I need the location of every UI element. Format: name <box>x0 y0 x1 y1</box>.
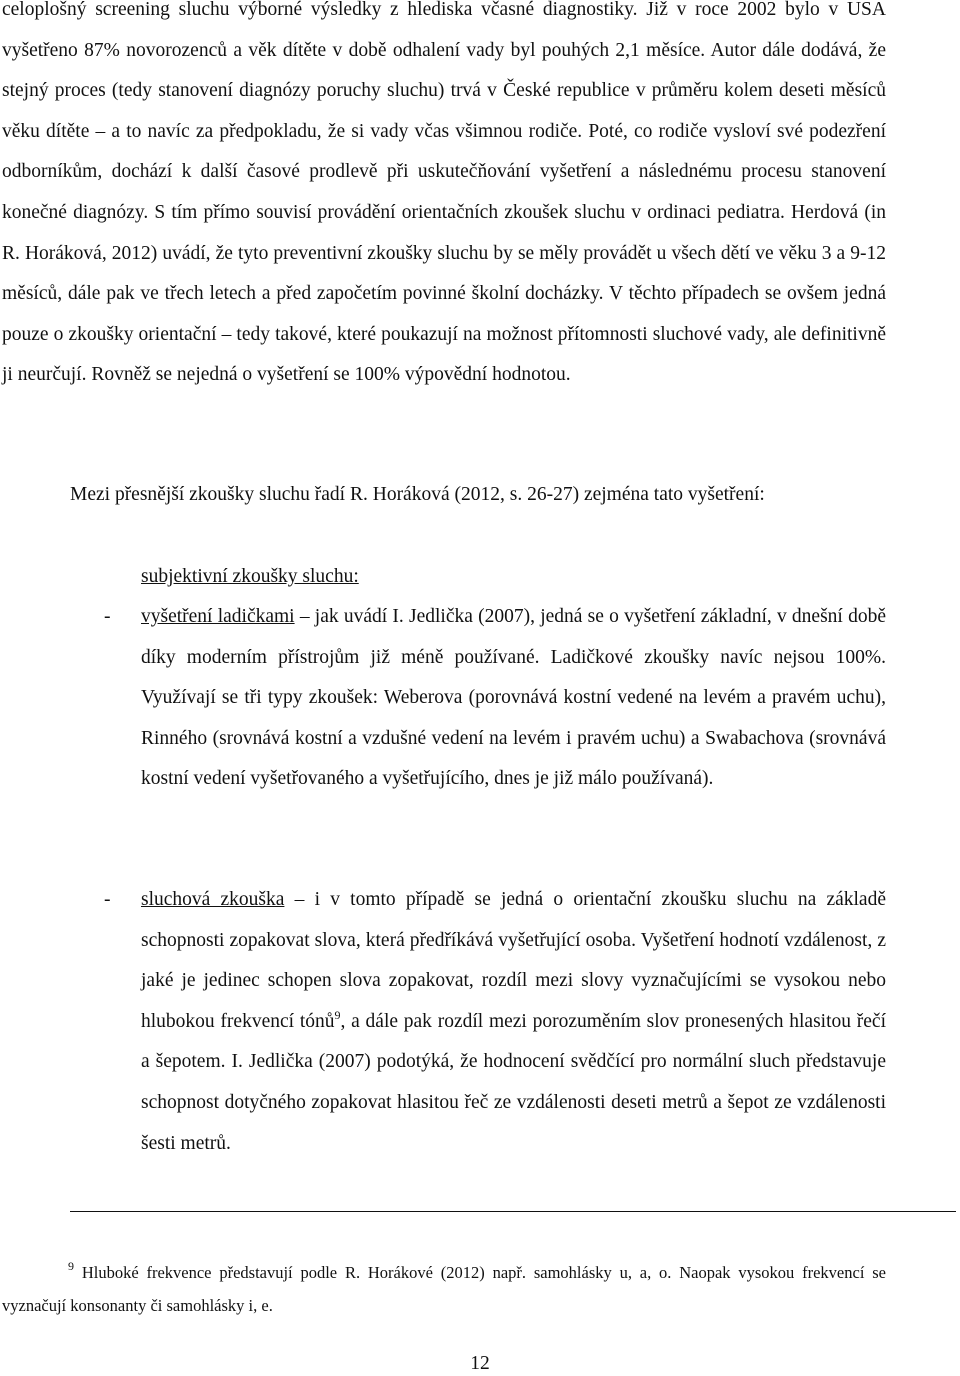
list-item-text-continued: , a dále pak rozdíl mezi porozuměním slov pronesených hlasitou řečí a šepotem. I. Jedlička (2007) podotýká, že hodnocení svědčící pro normální sluch představuje schopnost dotyčného zopakovat hlasitou řeč ze vzdálenosti deseti metrů a šepot ze vzdálenosti šesti metrů. <box>141 1010 886 1154</box>
subheading-subjective-tests: subjektivní zkoušky sluchu: <box>141 566 359 587</box>
list-item-text: – i v tomto případě se jedná o orientační zkoušku sluchu na základě schopnosti zopakovat slova, která předříkává vyšetřující osoba. Vyšetření hodnotí vzdálenost, z jaké je jedinec schopen slova zopakovat, rozdíl mezi slovy vyznačujícími se vysokou nebo hlubokou frekvencí tónů <box>141 889 886 1032</box>
list-item-hearing-test <box>104 880 886 1164</box>
list-item-term: vyšetření ladičkami <box>141 606 295 627</box>
list-item-term: sluchová zkouška <box>141 889 285 910</box>
list-item-text: – jak uvádí I. Jedlička (2007), jedná se o vyšetření základní, v dnešní době díky moderním přístrojům již méně používané. Ladičkové zkoušky navíc nejsou 100%. Využívají se tři typy zkoušek: Weberova (porovnává kostní vedené na levém a pravém uchu), Rinného (srovnává kostní a vzdušné vedení na levém i pravém uchu) a Swabachova (srovnává kostní vedení vyšetřovaného a vyšetřujícího, dnes je již málo používaná). <box>141 606 886 790</box>
footnote-number: 9 <box>68 1259 74 1273</box>
footnote-text: Hluboké frekvence představují podle R. Horákové (2012) např. samohlásky u, a, o. Naopak vysokou frekvencí se vyznačují konsonanty či samohlásky i, e. <box>2 1263 886 1315</box>
footnote-reference[interactable]: 9 <box>334 1007 341 1022</box>
body-paragraph-lead: Mezi přesnější zkoušky sluchu řadí R. Horáková (2012, s. 26-27) zejména tato vyšetření: <box>70 484 765 505</box>
body-paragraph-intro: celoplošný screening sluchu výborné výsledky z hlediska včasné diagnostiky. Již v roce 2002 bylo v USA vyšetřeno 87% novorozenců a věk dítěte v době odhalení vady byl pouhých 2,1 měsíce. Autor dále dodává, že stejný proces (tedy stanovení diagnózy poruchy sluchu) trvá v České republice v průměru kolem deseti měsíců věku dítěte – a to navíc za předpokladu, že si vady včas všimnou rodiče. Poté, co rodiče vysloví své podezření odborníkům, dochází k další časové prodlevě při uskutečňování vyšetření a následnému procesu stanovení konečné diagnózy. S tím přímo souvisí provádění orientačních zkoušek sluchu v ordinaci pediatra. Herdová (in R. Horáková, 2012) uvádí, že tyto preventivní zkoušky sluchu by se měly provádět u všech dětí ve věku 3 a 9-12 měsíců, dále pak ve třech letech a před započetím povinné školní docházky. V těchto případech se ovšem jedná pouze o zkoušky orientační – tedy takové, které poukazují na možnost přítomnosti sluchové vady, ale definitivně ji neurčují. Rovněž se nejedná o vyšetření se 100% výpovědní hodnotou. <box>2 0 886 386</box>
footnote-separator <box>70 1211 956 1212</box>
list-item-tuning-fork <box>104 597 886 800</box>
footnote <box>2 1256 886 1322</box>
list-bullet-dash: - <box>104 606 111 627</box>
page-number: 12 <box>470 1353 490 1374</box>
list-bullet-dash: - <box>104 889 111 910</box>
